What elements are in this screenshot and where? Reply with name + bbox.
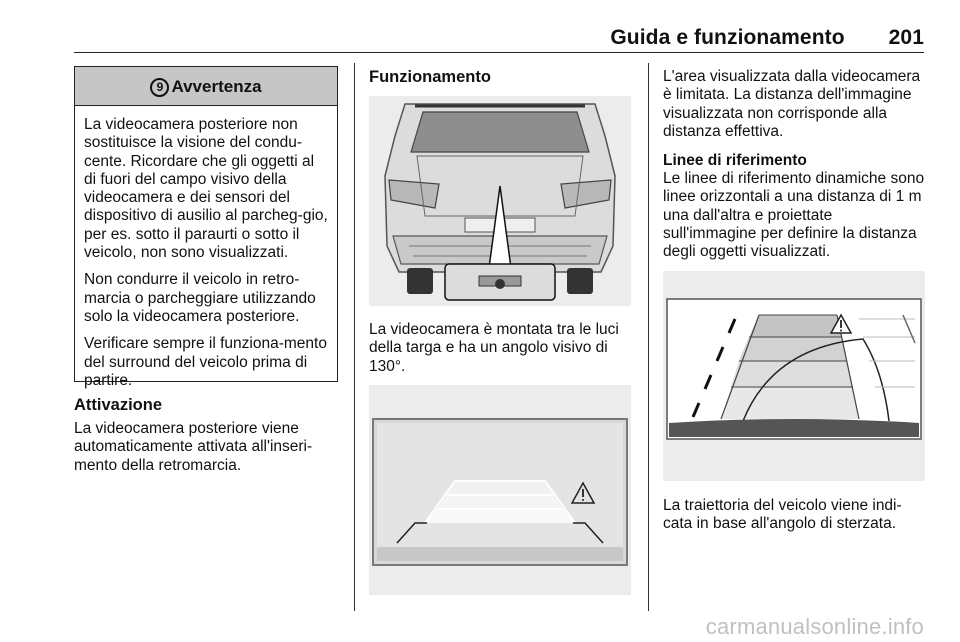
car-rear-illustration — [369, 96, 631, 306]
camera-display-svg — [369, 385, 631, 595]
linee-text — [663, 170, 929, 261]
warning-paragraph: Verificare sempre il funziona-mento del surround del veicolo prima di partire. — [84, 335, 327, 389]
header-rule — [74, 52, 924, 53]
trajectory-svg — [663, 271, 925, 481]
attivazione-text — [74, 420, 338, 475]
funzionamento-heading: Funzionamento — [369, 68, 491, 86]
traiettoria-paragraph: La traiettoria del veicolo viene indi-cata in base all'angolo di sterzata. — [663, 497, 902, 533]
funzionamento-paragraph: La videocamera è montata tra le luci della targa e ha un angolo visivo di 130°. — [369, 321, 619, 375]
funzionamento-caption — [369, 321, 633, 376]
page-header — [610, 26, 924, 50]
car-rear-svg — [369, 96, 631, 306]
linee-heading: Linee di riferimento — [663, 152, 807, 169]
section-title: Guida e funzionamento — [610, 26, 845, 49]
column-divider-right — [648, 63, 649, 611]
traiettoria-text — [663, 497, 929, 534]
camera-display-illustration — [369, 385, 631, 595]
warning-icon: 9 — [150, 78, 169, 97]
attivazione-heading: Attivazione — [74, 396, 163, 414]
watermark: carmanualsonline.info — [705, 614, 924, 639]
trajectory-illustration — [663, 271, 925, 481]
page-number: 201 — [888, 26, 924, 49]
attivazione-paragraph: La videocamera posteriore viene automaticamente attivata all'inseri-mento della retromarcia. — [74, 420, 313, 474]
column-divider-left — [354, 63, 355, 611]
linee-paragraph: Le linee di riferimento dinamiche sono linee orizzontali a una distanza di 1 m una dall'altra e proiettate sull'immagine per definire la distanza degli oggetti visualizzati. — [663, 170, 925, 261]
warning-title: Avvertenza — [171, 77, 262, 96]
right-intro-paragraph: L'area visualizzata dalla videocamera è limitata. La distanza dell'immagine visualizzata non corrisponde alla distanza effettiva. — [663, 68, 921, 140]
warning-header — [75, 67, 337, 106]
warning-paragraph: La videocamera posteriore non sostituisce la visione del condu-cente. Ricordare che gli oggetti al di fuori del campo visivo della videocamera e dei sensori del dispositivo di ausilio al parcheg-gio, per es. sotto il paraurti o sotto il veicolo, non sono visualizzati. — [84, 116, 328, 262]
warning-box — [74, 66, 338, 389]
warning-body — [75, 106, 337, 390]
right-intro-text — [663, 68, 929, 141]
warning-paragraph: Non condurre il veicolo in retro-marcia o parcheggiare utilizzando solo la videocamera posteriore. — [84, 271, 316, 325]
